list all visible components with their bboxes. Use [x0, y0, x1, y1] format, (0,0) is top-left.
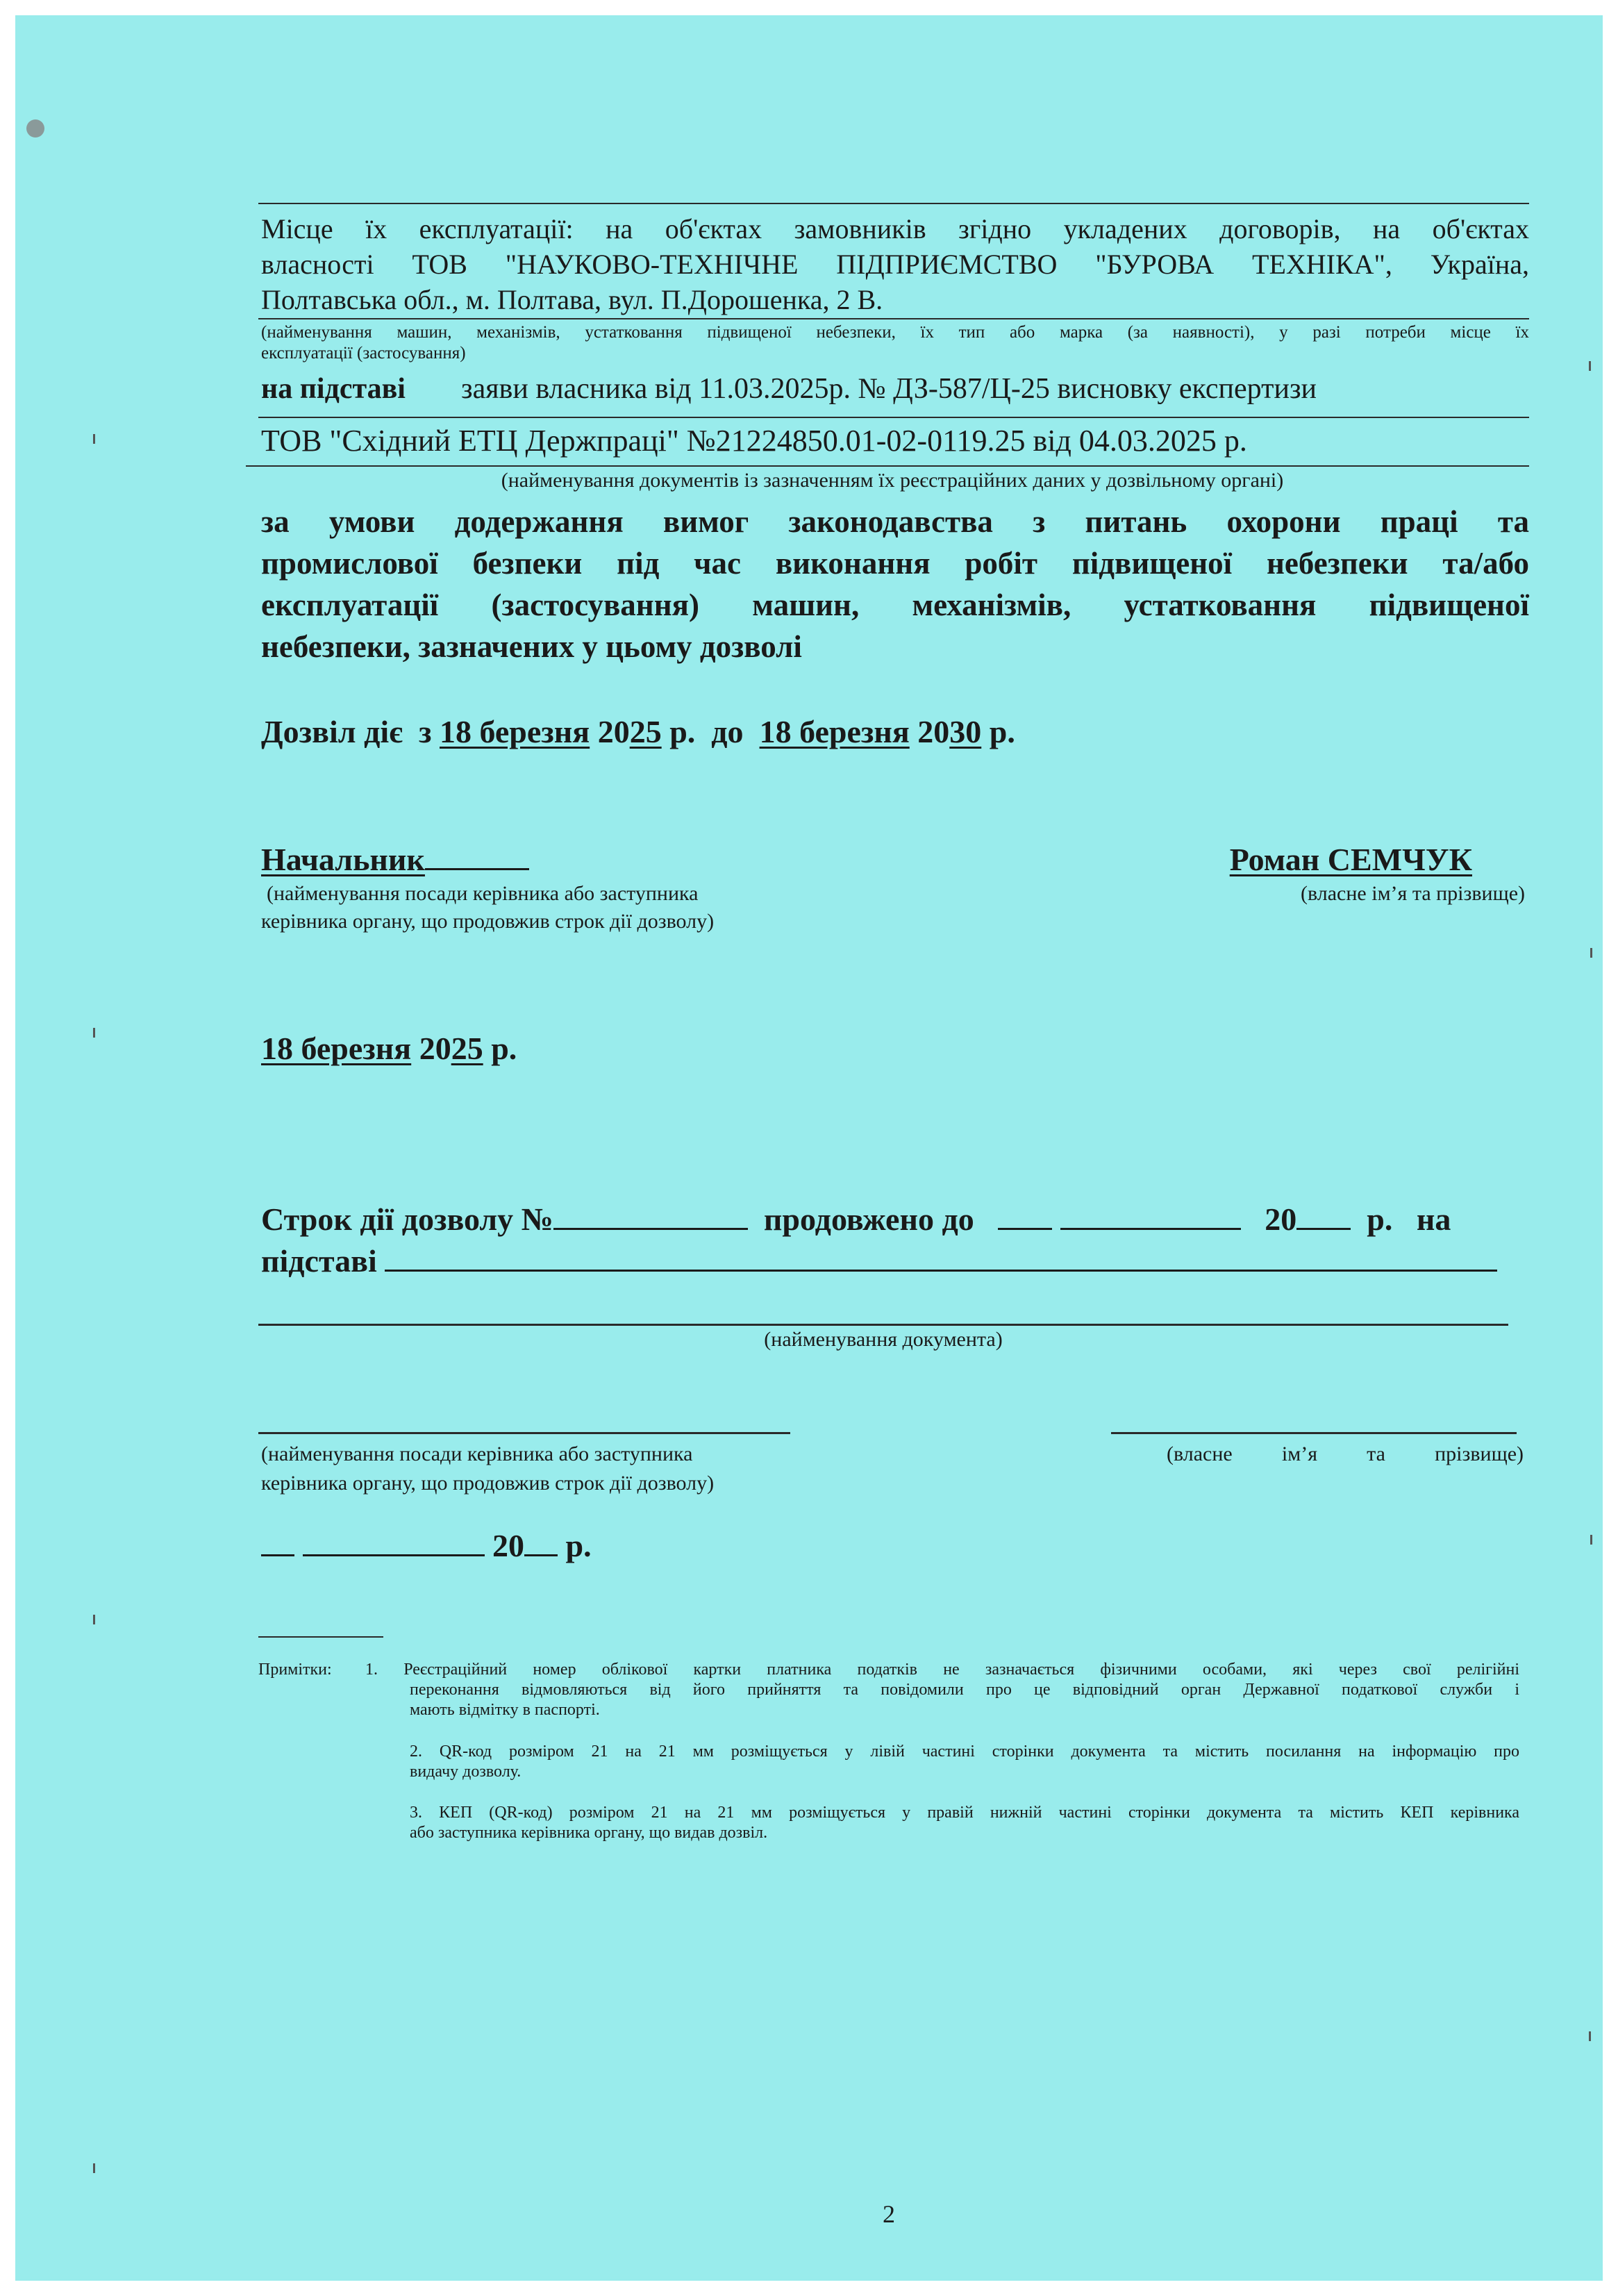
margin-mark: [93, 434, 95, 444]
validity-prefix: Дозвіл діє: [261, 714, 403, 749]
validity-line: [261, 711, 1015, 753]
validity-start-date: 18 березня: [440, 714, 590, 749]
document-page: [15, 15, 1603, 2281]
extension-position-caption-1: (найменування посади керівника або заступника: [261, 1442, 693, 1465]
validity-start-year: 25: [629, 714, 662, 749]
machines-caption-1: (найменування машин, механізмів, устатковання підвищеної небезпеки, їх тип або марка (за наявності), у разі потреби місце їх: [261, 323, 1529, 342]
conditions-line-1: за умови додержання вимог законодавства з питань охорони праці та: [261, 504, 1529, 539]
top-rule: [258, 203, 1529, 204]
margin-mark: [1589, 361, 1591, 371]
validity-end-year-prefix: 20: [917, 714, 950, 749]
extension-doc-caption: (найменування документа): [764, 1328, 1003, 1351]
validity-to: до: [711, 714, 744, 749]
basis-label: на підставі: [261, 373, 406, 405]
margin-mark: [1590, 948, 1592, 958]
extension-line-2: підставі: [261, 1240, 1497, 1282]
basis-caption: (найменування документів із зазначенням їх реєстраційних даних у дозвільному органі): [501, 469, 1284, 492]
issue-date: 18 березня 2025 р.: [261, 1031, 517, 1066]
validity-from: з: [419, 714, 432, 749]
basis-rule-1: [258, 417, 1529, 418]
extension-line-1: Строк дії дозволу № продовжено до 20 р. на: [261, 1201, 1451, 1237]
position-caption-2: керівника органу, що продовжив строк дії дозволу): [261, 910, 715, 933]
name-caption: (власне ім’я та прізвище): [1301, 882, 1525, 905]
note-1-line-2: переконання відмовляються від його прийняття та повідомили про це відповідний орган Державної податкової служби і: [410, 1681, 1519, 1699]
note-2-line-1: 2. QR-код розміром 21 на 21 мм розміщується у лівій частині сторінки документа та містить посилання на інформацію про: [410, 1742, 1519, 1761]
extension-position-line: [258, 1432, 790, 1434]
margin-mark: [93, 1615, 95, 1624]
validity-start-year-prefix: 20: [597, 714, 630, 749]
conditions-line-4: небезпеки, зазначених у цьому дозволі: [261, 629, 802, 664]
margin-mark: [93, 1028, 95, 1038]
conditions-line-2: промислової безпеки під час виконання робіт підвищеної небезпеки та/або: [261, 546, 1529, 581]
note-3-line-1: 3. КЕП (QR-код) розміром 21 на 21 мм розміщується у правій нижній частині сторінки документа та містить КЕП керівника: [410, 1804, 1519, 1822]
basis-text: заяви власника від 11.03.2025р. № ДЗ-587/Ц-25 висновку експертизи: [461, 373, 1317, 405]
signatory-position: Начальник: [261, 840, 529, 879]
exploitation-line-2: власності ТОВ "НАУКОВО-ТЕХНІЧНЕ ПІДПРИЄМСТВО "БУРОВА ТЕХНІКА", Україна,: [261, 249, 1529, 280]
margin-mark: [1589, 2031, 1591, 2041]
position-caption-1: (найменування посади керівника або заступника: [267, 882, 699, 905]
validity-unit-2: р.: [989, 714, 1015, 749]
extension-document-rule: [258, 1324, 1508, 1326]
conditions-line-3: експлуатації (застосування) машин, механізмів, устатковання підвищеної: [261, 588, 1529, 622]
note-1-line-3: мають відмітку в паспорті.: [410, 1701, 600, 1719]
basis-rule-2: [246, 465, 1529, 467]
validity-end-year: 30: [949, 714, 982, 749]
extension-name-line: [1111, 1432, 1517, 1434]
validity-unit-1: р.: [669, 714, 696, 749]
extension-name-caption: (власне ім’я та прізвище): [1167, 1442, 1524, 1465]
notes-label: Примітки:: [258, 1661, 332, 1679]
note-2-line-2: видачу дозволу.: [410, 1763, 522, 1781]
note-1-line-1: 1. Реєстраційний номер облікової картки платника податків не зазначається фізичними особами, які через свої релігійні: [365, 1661, 1519, 1679]
signatory-name: Роман СЕМЧУК: [1229, 842, 1472, 877]
margin-mark: [1590, 1535, 1592, 1545]
machines-rule: [258, 318, 1529, 319]
footnote-rule: [258, 1636, 383, 1638]
basis-line-2: ТОВ "Східний ЕТЦ Держпраці" №21224850.01-02-0119.25 від 04.03.2025 р.: [261, 424, 1247, 458]
margin-mark: [93, 2163, 95, 2173]
page-number: 2: [883, 2200, 895, 2228]
extension-position-caption-2: керівника органу, що продовжив строк дії дозволу): [261, 1472, 715, 1495]
exploitation-line-3: Полтавська обл., м. Полтава, вул. П.Дорошенка, 2 В.: [261, 284, 883, 315]
exploitation-line-1: Місце їх експлуатації: на об'єктах замовників згідно укладених договорів, на об'єктах: [261, 213, 1529, 244]
validity-end-date: 18 березня: [759, 714, 910, 749]
machines-caption-2: експлуатації (застосування): [261, 344, 466, 363]
extension-date: 20 р.: [261, 1525, 592, 1567]
note-3-line-2: або заступника керівника органу, що видав дозвіл.: [410, 1824, 768, 1842]
scan-speck: [26, 119, 44, 138]
